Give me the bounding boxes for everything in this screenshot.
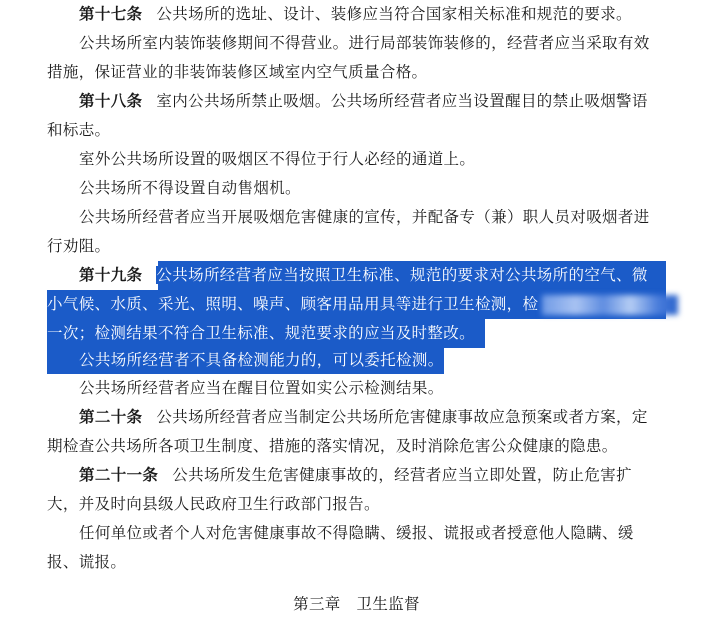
article-17-text: 公共场所的选址、设计、装修应当符合国家相关标准和规范的要求。 bbox=[156, 5, 632, 23]
article-21-text-a: 公共场所发生危害健康事故的，经营者应当立即处置，防止危害扩 bbox=[172, 466, 632, 484]
article-19-text-b: 小气候、水质、采光、照明、噪声、顾客用品用具等进行卫生检测， bbox=[47, 295, 523, 313]
article-19-label: 第十九条 bbox=[79, 266, 143, 284]
article-19-line-1 bbox=[79, 261, 648, 290]
article-18-para-4-line-1: 公共场所经营者应当开展吸烟危害健康的宣传，并配备专（兼）职人员对吸烟者进 bbox=[79, 208, 650, 226]
article-19-text-b-cut: 检 bbox=[522, 295, 539, 313]
article-18-line-2: 和标志。 bbox=[47, 121, 111, 139]
article-19-line-2 bbox=[47, 290, 678, 319]
article-21-para-2-line-1: 任何单位或者个人对危害健康事故不得隐瞒、缓报、谎报或者授意他人隐瞒、缓 bbox=[79, 524, 634, 542]
article-18-line-1 bbox=[79, 87, 648, 116]
article-18-para-4-line-2: 行劝阻。 bbox=[47, 237, 111, 255]
chapter-heading: 第三章 卫生监督 bbox=[293, 595, 420, 613]
redacted-blur bbox=[542, 295, 678, 315]
article-17-para-2-line-1: 公共场所室内装饰装修期间不得营业。进行局部装饰装修的，经营者应当采取有效 bbox=[79, 34, 650, 52]
article-19-para-2 bbox=[79, 346, 444, 375]
article-19-text-a: 公共场所经营者应当按照卫生标准、规范的要求对公共场所的空气、微 bbox=[156, 266, 648, 284]
article-18-text-a: 室内公共场所禁止吸烟。公共场所经营者应当设置醒目的禁止吸烟警语 bbox=[156, 92, 648, 110]
article-20-label: 第二十条 bbox=[79, 408, 143, 426]
article-21-line-2: 大，并及时向县级人民政府卫生行政部门报告。 bbox=[47, 495, 380, 513]
article-19-para-3: 公共场所经营者应当在醒目位置如实公示检测结果。 bbox=[79, 379, 444, 397]
article-21-label: 第二十一条 bbox=[79, 466, 159, 484]
article-18-para-3: 公共场所不得设置自动售烟机。 bbox=[79, 179, 301, 197]
article-18-para-2: 室外公共场所设置的吸烟区不得位于行人必经的通道上。 bbox=[79, 150, 476, 168]
article-20-line-1 bbox=[79, 403, 648, 432]
article-19-text-c: 一次；检测结果不符合卫生标准、规范要求的应当及时整改。 bbox=[47, 324, 475, 342]
article-19-line-3 bbox=[47, 319, 475, 348]
article-18-label: 第十八条 bbox=[79, 92, 143, 110]
article-17-label: 第十七条 bbox=[79, 5, 143, 23]
article-20-text-a: 公共场所经营者应当制定公共场所危害健康事故应急预案或者方案，定 bbox=[156, 408, 648, 426]
article-21-para-2-line-2: 报、谎报。 bbox=[47, 553, 127, 571]
article-17-para-2-line-2: 措施，保证营业的非装饰装修区域室内空气质量合格。 bbox=[47, 63, 428, 81]
article-20-line-2: 期检查公共场所各项卫生制度、措施的落实情况，及时消除危害公众健康的隐患。 bbox=[47, 437, 618, 455]
article-17-line-1 bbox=[79, 0, 632, 29]
article-19-para-2-text: 公共场所经营者不具备检测能力的，可以委托检测。 bbox=[79, 351, 444, 369]
article-21-line-1 bbox=[79, 461, 632, 490]
